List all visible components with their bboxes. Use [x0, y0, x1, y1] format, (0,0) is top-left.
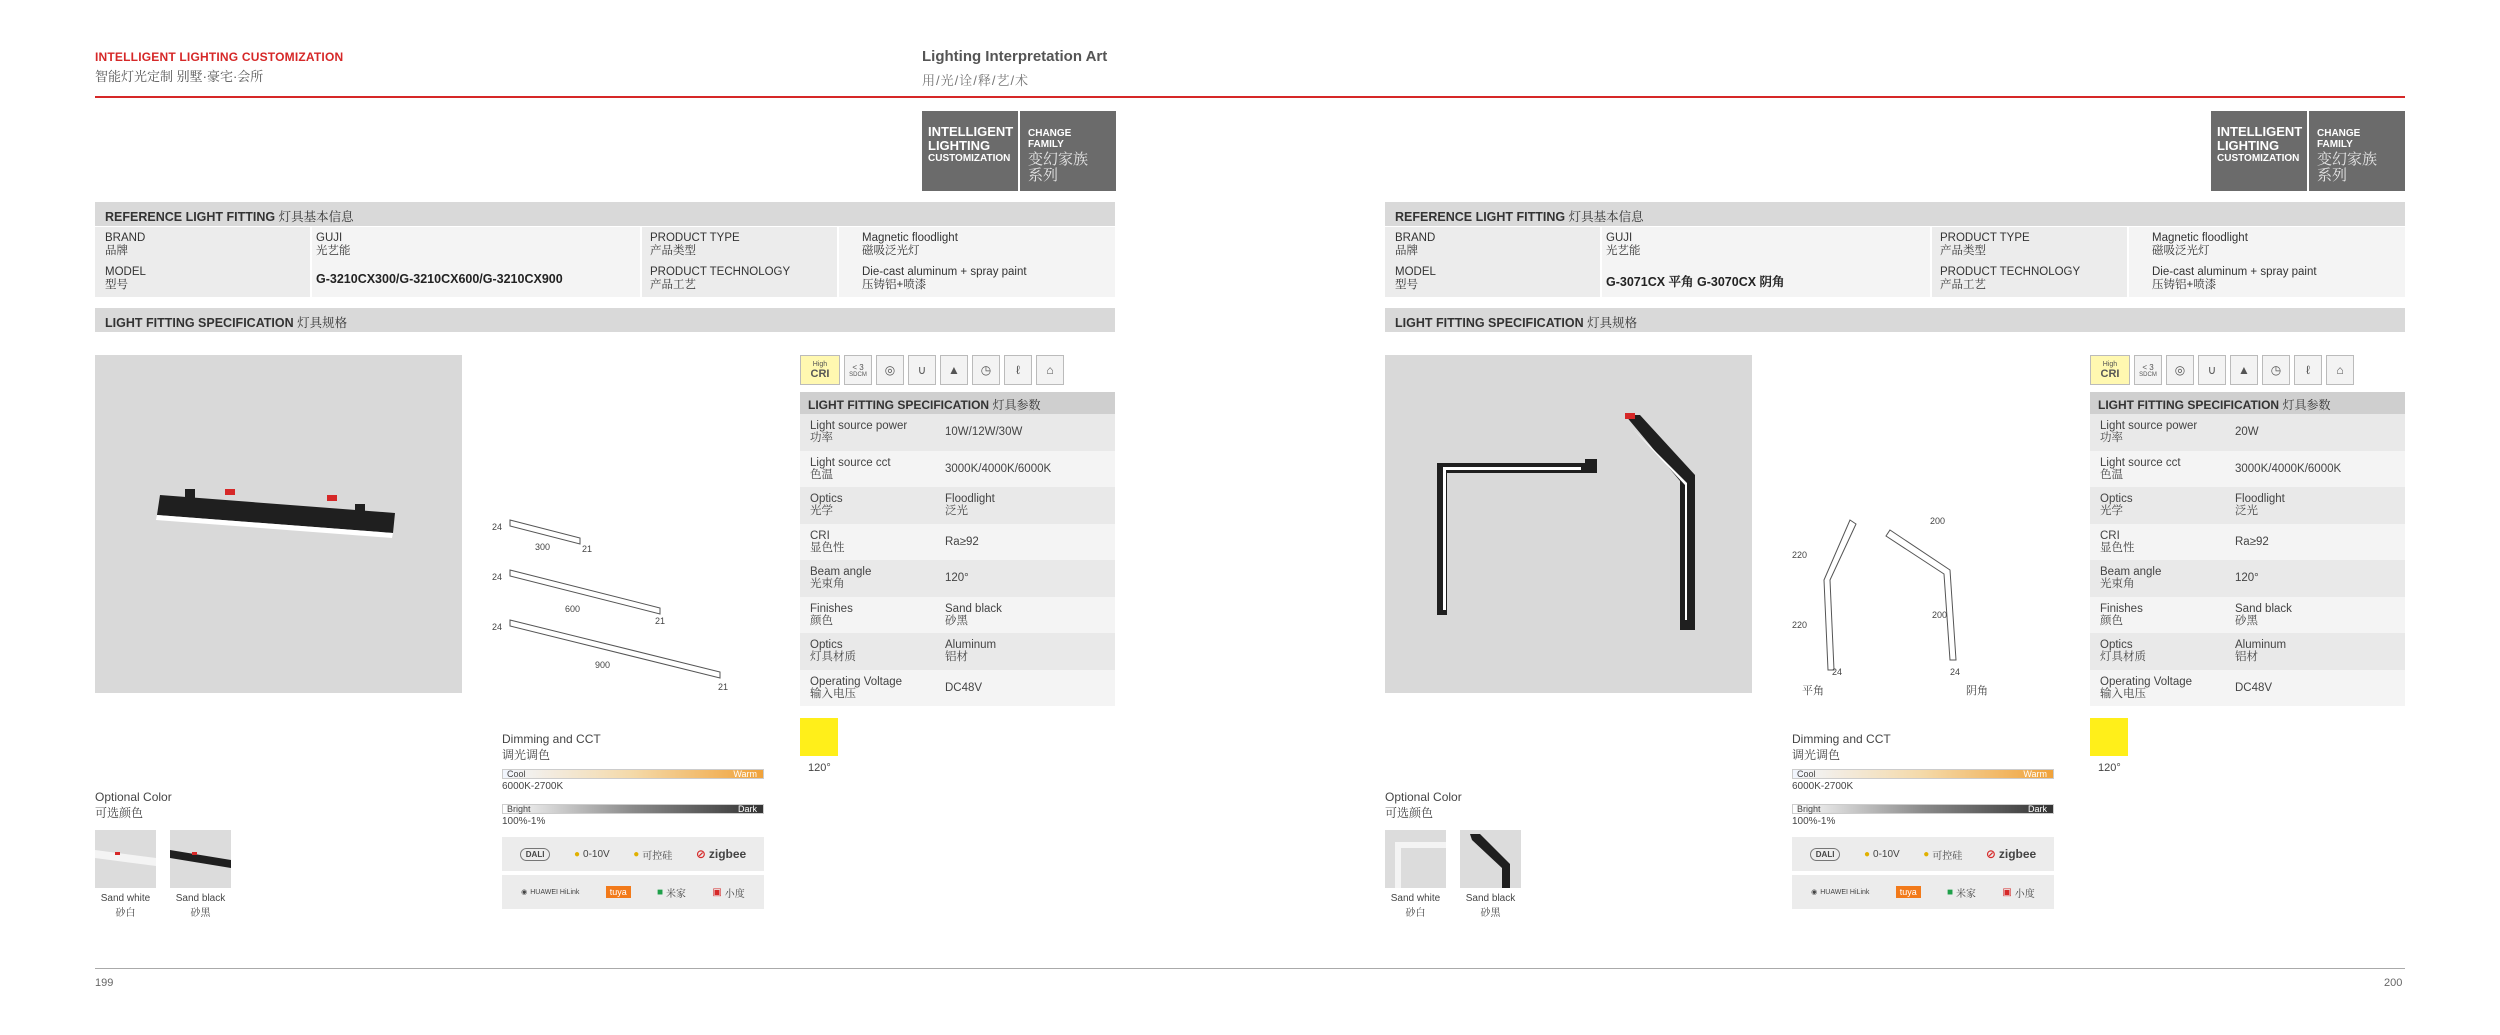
cct-range-2: 6000K-2700K: [1792, 781, 1854, 792]
huawei-logo-2: ◉ HUAWEI HiLink: [1811, 888, 1870, 896]
spec-row-cct: Light source cct 色温 3000K/4000K/6000K: [800, 451, 1115, 488]
spec-row-power-2: Light source power 功率 20W: [2090, 414, 2405, 451]
spec-bar-2: LIGHT FITTING SPECIFICATION 灯具规格: [1385, 308, 2405, 332]
bulb-icon: ●: [573, 848, 581, 860]
badge-change-family: CHANGE FAMILY 变幻家族 系列: [1020, 111, 1116, 191]
badge-change-family-2: CHANGE FAMILY 变幻家族 系列: [2309, 111, 2405, 191]
corner-light-image: [1385, 355, 1752, 693]
mijia-logo-2: ■ 米家: [1947, 886, 1977, 900]
beam-angle-swatch-2: [2090, 718, 2128, 756]
protocol-logos-4: [1792, 875, 2054, 909]
cct-gradient-bar-2: Cool Warm: [1792, 769, 2054, 779]
swatch-sand-white-label: Sand white 砂白: [100, 893, 151, 919]
reference-bar-2: REFERENCE LIGHT FITTING 灯具基本信息: [1385, 202, 2405, 226]
sdcm-icon-2: < 3 SDCM: [2134, 355, 2162, 385]
spec-row-finishes: Finishes 颜色 Sand black 砂黑: [800, 597, 1115, 634]
zigbee-logo-2: ⊘ zigbee: [1985, 847, 2037, 861]
model-label-2: MODEL 型号: [1395, 266, 1436, 291]
bulb-icon-2: ●: [633, 848, 640, 860]
brand-label-2: BRAND 品牌: [1395, 232, 1436, 257]
home-icon-2: ⌂: [2326, 355, 2354, 385]
header-brand: INTELLIGENT LIGHTING CUSTOMIZATION: [95, 50, 344, 64]
dim-24-r2: 24: [1950, 667, 1961, 677]
dim-24-b: 24: [492, 572, 503, 582]
protocol-logos-3: [1792, 837, 2054, 871]
scr-logo-2: ● 可控硅: [1923, 848, 1963, 862]
spec-row-optics: Optics 光学 Floodlight 泛光: [800, 487, 1115, 524]
sand-black-corner-image: [1460, 830, 1521, 888]
brand-label: BRAND 品牌: [105, 232, 146, 257]
dim-900: 900: [595, 660, 611, 670]
scr-logo: ● 可控硅: [633, 848, 673, 862]
triangle-safe-icon-2: ▲: [2230, 355, 2258, 385]
dim-21-b: 21: [655, 616, 666, 626]
product-tech-label: PRODUCT TECHNOLOGY 产品工艺: [650, 266, 791, 291]
lifetime-icon: ◷: [972, 355, 1000, 385]
spec-row-voltage: Operating Voltage 输入电压 DC48V: [800, 670, 1115, 707]
dim-21-c: 21: [718, 682, 729, 692]
swatch-sand-white-label-2: Sand white 砂白: [1390, 893, 1441, 919]
dim-200-a: 200: [1930, 516, 1946, 526]
dim-21-a: 21: [582, 544, 593, 554]
dim-24-c: 24: [492, 622, 503, 632]
cct-gradient-bar: Cool Warm: [502, 769, 764, 779]
magnet-icon: ∪: [908, 355, 936, 385]
sdcm-icon: < 3 SDCM: [844, 355, 872, 385]
optional-color-label: Optional Color 可选颜色: [95, 790, 172, 820]
dimming-section: Dimming and CCT 调光调色 Cool Warm 6000K-2700K Bright Dark 100%-1% DALI ● 0-10V ● 可控硅 ⊘ zigbee ◉ HUAWEI HiLink tuya ■ 米家 ▣ 小度: [502, 732, 764, 909]
dim-gradient-bar: Bright Dark: [502, 804, 764, 814]
dim-220-a: 220: [1792, 550, 1808, 560]
product-photo-2: [1385, 355, 1752, 693]
header-center-sub: 用/光/诠/释/艺/术: [922, 73, 1030, 88]
feature-icons-2: [2090, 355, 2354, 389]
spec-row-cct-2: Light source cct 色温 3000K/4000K/6000K: [2090, 451, 2405, 488]
010v-logo: ● 0-10V: [573, 848, 610, 860]
eye-icon: ◎: [876, 355, 904, 385]
product-type-value-2: Magnetic floodlight 磁吸泛光灯: [2152, 232, 2248, 257]
cri-icon-2: High CRI: [2090, 355, 2130, 385]
product-type-value: Magnetic floodlight 磁吸泛光灯: [862, 232, 958, 257]
spec-row-power: Light source power 功率 10W/12W/30W: [800, 414, 1115, 451]
spec-row-material: Optics 灯具材质 Aluminum 铝材: [800, 633, 1115, 670]
swatch-sand-white-2: [1385, 830, 1446, 888]
dim-24-a: 24: [492, 522, 503, 532]
zigbee-icon-2: ⊘: [1985, 847, 1996, 861]
product-tech-label-2: PRODUCT TECHNOLOGY 产品工艺: [1940, 266, 2081, 291]
bulb-icon-3: ●: [1863, 848, 1871, 860]
spec-row-cri: CRI 显色性 Ra≥92: [800, 524, 1115, 561]
thermometer-icon: ℓ: [1004, 355, 1032, 385]
xiaodu-logo: ▣ 小度: [712, 886, 745, 900]
huawei-logo: ◉ HUAWEI HiLink: [521, 888, 580, 896]
spec-bar: LIGHT FITTING SPECIFICATION 灯具规格: [95, 308, 1115, 332]
zigbee-icon: ⊘: [695, 847, 706, 861]
xiaodu-icon: ▣: [712, 886, 722, 898]
beam-angle-label-2: 120°: [2098, 762, 2121, 774]
dali-logo: DALI: [520, 848, 551, 861]
model-value-2: G-3071CX 平角 G-3070CX 阴角: [1606, 275, 1785, 289]
spec-row-beam-2: Beam angle 光束角 120°: [2090, 560, 2405, 597]
badge-intelligent-lighting: INTELLIGENT LIGHTING CUSTOMIZATION: [922, 111, 1018, 191]
swatch-sand-black-label: Sand black 砂黑: [175, 893, 226, 919]
product-tech-value: Die-cast aluminum + spray paint 压铸铝+喷漆: [862, 266, 1027, 291]
label-flat-corner: 平角: [1802, 685, 1824, 697]
spec-table-2: [2090, 392, 2405, 706]
dim-24-r1: 24: [1832, 667, 1843, 677]
brand-value-2: GUJI 光艺能: [1606, 232, 1641, 257]
xiaodu-icon-2: ▣: [2002, 886, 2012, 898]
cct-range: 6000K-2700K: [502, 781, 564, 792]
spec-row-optics-2: Optics 光学 Floodlight 泛光: [2090, 487, 2405, 524]
footer-line-right: [1250, 968, 2405, 969]
dim-range-2: 100%-1%: [1792, 816, 1836, 827]
spec-table-head: LIGHT FITTING SPECIFICATION 灯具参数: [800, 392, 1115, 414]
lifetime-icon-2: ◷: [2262, 355, 2290, 385]
xiaodu-logo-2: ▣ 小度: [2002, 886, 2035, 900]
dim-300: 300: [535, 542, 551, 552]
badge-intelligent-lighting-2: INTELLIGENT LIGHTING CUSTOMIZATION: [2211, 111, 2307, 191]
dim-range: 100%-1%: [502, 816, 546, 827]
thermometer-icon-2: ℓ: [2294, 355, 2322, 385]
home-icon: ⌂: [1036, 355, 1064, 385]
brand-value: GUJI 光艺能: [316, 232, 351, 257]
dim-600: 600: [565, 604, 581, 614]
bulb-icon-4: ●: [1923, 848, 1930, 860]
tuya-logo: tuya: [606, 886, 631, 898]
cri-icon: High CRI: [800, 355, 840, 385]
spec-row-finishes-2: Finishes 颜色 Sand black 砂黑: [2090, 597, 2405, 634]
spec-row-material-2: Optics 灯具材质 Aluminum 铝材: [2090, 633, 2405, 670]
spec-row-beam: Beam angle 光束角 120°: [800, 560, 1115, 597]
eye-icon-2: ◎: [2166, 355, 2194, 385]
triangle-safe-icon: ▲: [940, 355, 968, 385]
dimension-drawing-2: [1790, 510, 1990, 700]
mijia-icon: ■: [657, 886, 664, 898]
dali-logo-2: DALI: [1810, 848, 1841, 861]
huawei-icon-2: ◉: [1811, 889, 1818, 896]
model-value: G-3210CX300/G-3210CX600/G-3210CX900: [316, 272, 563, 286]
magnet-icon-2: ∪: [2198, 355, 2226, 385]
model-label: MODEL 型号: [105, 266, 146, 291]
mijia-logo: ■ 米家: [657, 886, 687, 900]
dim-gradient-bar-2: Bright Dark: [1792, 804, 2054, 814]
zigbee-logo: ⊘ zigbee: [695, 847, 747, 861]
sand-white-corner-image: [1385, 830, 1446, 888]
header-brand-sub: 智能灯光定制 别墅·豪宅·会所: [95, 69, 264, 84]
spec-row-cri-2: CRI 显色性 Ra≥92: [2090, 524, 2405, 561]
swatch-sand-black-label-2: Sand black 砂黑: [1465, 893, 1516, 919]
page-number-left: 199: [95, 977, 114, 989]
label-inner-corner: 阴角: [1966, 685, 1988, 697]
huawei-icon: ◉: [521, 889, 528, 896]
header-center-title: Lighting Interpretation Art: [922, 48, 1108, 65]
swatch-sand-black-2: [1460, 830, 1521, 888]
page-number-right: 200: [2384, 977, 2403, 989]
dimming-section-2: Dimming and CCT 调光调色 Cool Warm 6000K-2700K Bright Dark 100%-1% DALI ● 0-10V ● 可控硅 ⊘ zigbee ◉ HUAWEI HiLink tuya ■ 米家 ▣ 小度: [1792, 732, 2054, 909]
dim-200-b: 200: [1932, 610, 1948, 620]
product-type-label-2: PRODUCT TYPE 产品类型: [1940, 232, 2030, 257]
beam-angle-label: 120°: [808, 762, 831, 774]
product-tech-value-2: Die-cast aluminum + spray paint 压铸铝+喷漆: [2152, 266, 2317, 291]
product-type-label: PRODUCT TYPE 产品类型: [650, 232, 740, 257]
dim-220-b: 220: [1792, 620, 1808, 630]
tuya-logo-2: tuya: [1896, 886, 1921, 898]
mijia-icon-2: ■: [1947, 886, 1954, 898]
spec-row-voltage-2: Operating Voltage 输入电压 DC48V: [2090, 670, 2405, 707]
optional-color-label-2: Optional Color 可选颜色: [1385, 790, 1462, 820]
reference-bar: REFERENCE LIGHT FITTING 灯具基本信息: [95, 202, 1115, 226]
spec-table-head-2: LIGHT FITTING SPECIFICATION 灯具参数: [2090, 392, 2405, 414]
010v-logo-2: ● 0-10V: [1863, 848, 1900, 860]
